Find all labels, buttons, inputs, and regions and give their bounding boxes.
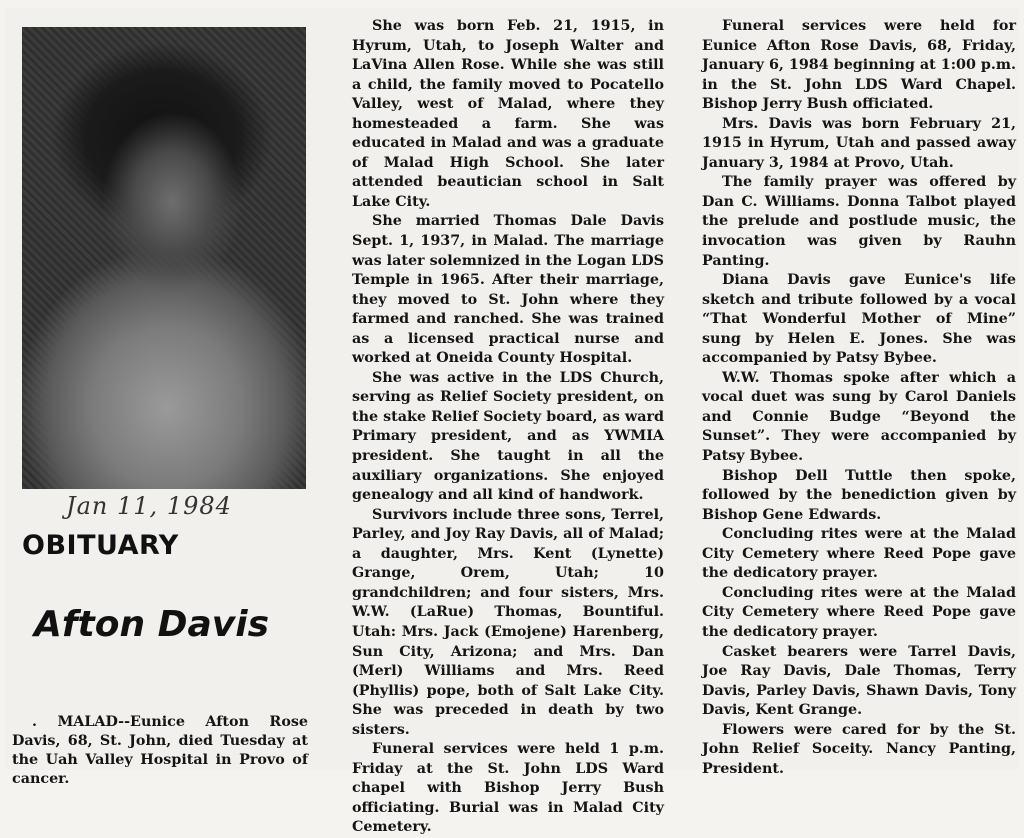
paragraph: Mrs. Davis was born February 21, 1915 in Hyrum, Utah and passed away January 3, 1984 at Provo, Utah. bbox=[702, 115, 1016, 171]
paragraph: She married Thomas Dale Davis Sept. 1, 1937, in Malad. The marriage was later solemnized in the Logan LDS Temple in 1965. After their marriage, they moved to St. John where they farmed and ranched. She was trained as a licensed practical nurse and worked at Oneida County Hospital. bbox=[352, 213, 664, 367]
paragraph: Concluding rites were at the Malad City Cemetery where Reed Pope gave the dedicatory prayer. bbox=[702, 526, 1016, 582]
paragraph: Funeral services were held for Eunice Afton Rose Davis, 68, Friday, January 6, 1984 beginning at 1:00 p.m. in the St. John LDS Ward Chapel. Bishop Jerry Bush officiated. bbox=[702, 18, 1016, 113]
headline: Afton Davis bbox=[34, 604, 270, 645]
section-label: OBITUARY bbox=[22, 530, 179, 561]
paragraph: She was active in the LDS Church, serving as Relief Society president, on the stake Relief Society board, as ward Primary president, and as YWMIA president. She taught in all the auxiliary organizations. She enjoyed genealogy and all kind of handwork. bbox=[352, 369, 664, 504]
paragraph: W.W. Thomas spoke after which a vocal duet was sung by Carol Daniels and Connie Budge “Beyond the Sunset”. They were accompanied by Patsy Bybee. bbox=[702, 369, 1016, 465]
paragraph: Funeral services were held 1 p.m. Friday at the St. John LDS Ward chapel with Bishop Jerry Bush officiating. Burial was in Malad City Cemetery. bbox=[352, 741, 664, 836]
article-column-1 bbox=[352, 17, 664, 838]
lead-paragraph bbox=[12, 713, 308, 789]
paragraph: Survivors include three sons, Terrel, Parley, and Joy Ray Davis, all of Malad; a daughter, Mrs. Kent (Lynette) Grange, Orem, Utah; 10 grandchildren; and four sisters, Mrs. W.W. (LaRue) Thomas, Bountiful. Utah: Mrs. Jack (Emojene) Harenberg, Sun City, Arizona; and Mrs. Dan (Merl) Williams and Mrs. Reed (Phyllis) pope, both of Salt Lake City. She was preceded in death by two sisters. bbox=[352, 506, 664, 738]
paragraph: The family prayer was offered by Dan C. Williams. Donna Talbot played the prelude and postlude music, the invocation was given by Rauhn Panting. bbox=[702, 174, 1016, 269]
paragraph: Concluding rites were at the Malad City Cemetery where Reed Pope gave the dedicatory prayer. bbox=[702, 584, 1016, 640]
paragraph: Bishop Dell Tuttle then spoke, followed by the benediction given by Bishop Gene Edwards. bbox=[702, 467, 1016, 523]
paragraph: Diana Davis gave Eunice's life sketch and tribute followed by a vocal “That Wonderful Mother of Mine” sung by Helen E. Jones. She was accompanied by Patsy Bybee. bbox=[702, 272, 1016, 367]
paragraph: Flowers were cared for by the St. John Relief Soceity. Nancy Panting, President. bbox=[702, 721, 1016, 777]
paragraph: Casket bearers were Tarrel Davis, Joe Ray Davis, Dale Thomas, Terry Davis, Parley Davis, Shawn Davis, Tony Davis, Kent Grange. bbox=[702, 643, 1016, 719]
article-column-2 bbox=[702, 17, 1016, 779]
lead-text: . MALAD--Eunice Afton Rose Davis, 68, St. John, died Tuesday at the Uah Valley Hospital in Provo of cancer. bbox=[12, 714, 308, 787]
portrait-photo bbox=[22, 27, 306, 489]
handwritten-date: Jan 11, 1984 bbox=[66, 492, 232, 520]
paragraph: She was born Feb. 21, 1915, in Hyrum, Utah, to Joseph Walter and LaVina Allen Rose. While she was still a child, the family moved to Pocatello Valley, west of Malad, where they homesteaded a farm. She was educated in Malad and was a graduate of Malad High School. She later attended beautician school in Salt Lake City. bbox=[352, 18, 664, 210]
